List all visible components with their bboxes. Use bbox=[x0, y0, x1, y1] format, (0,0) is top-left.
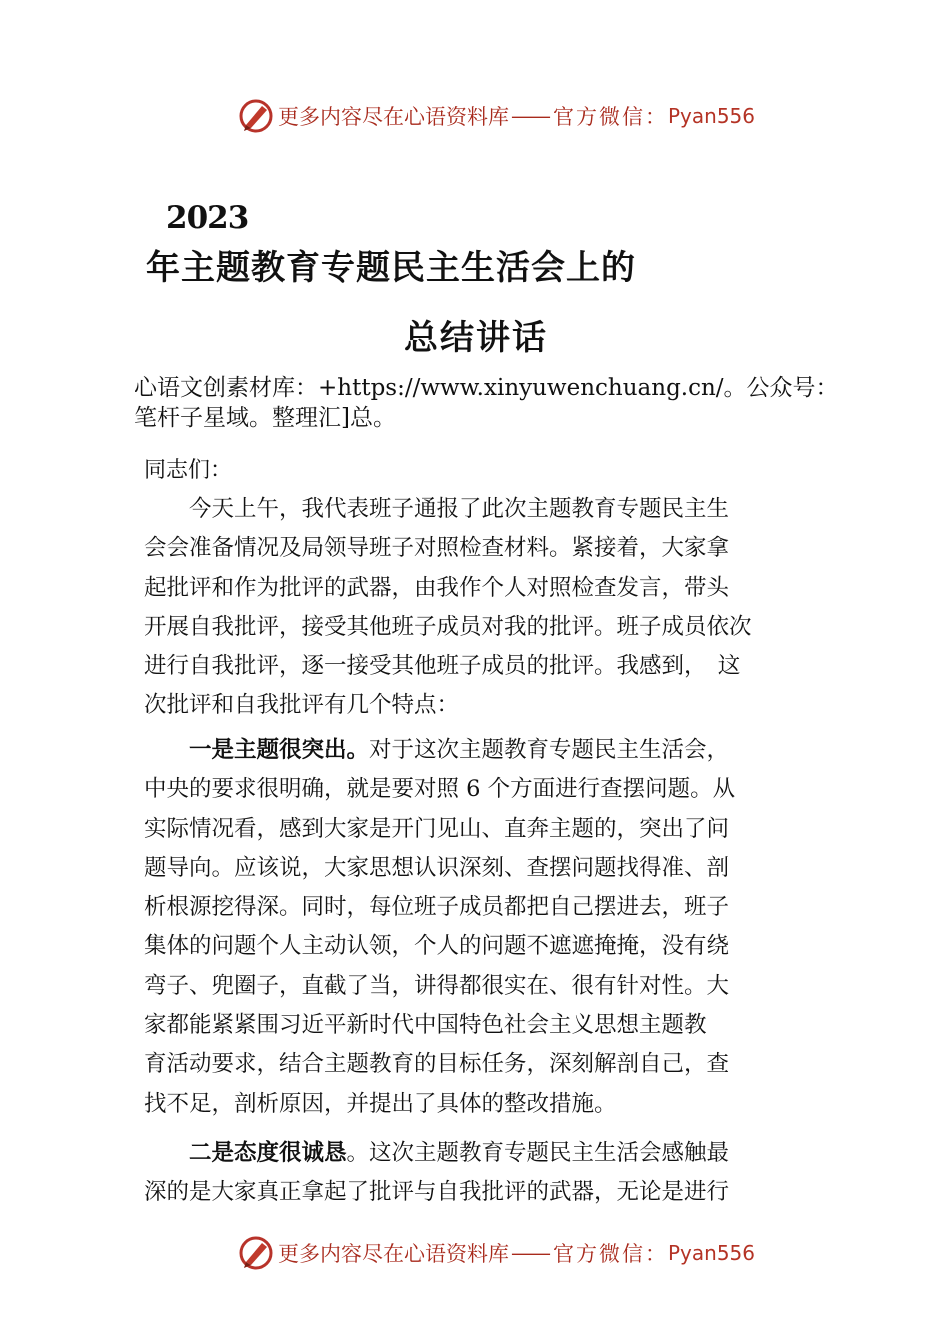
watermark-separator: —— bbox=[511, 104, 549, 128]
text-line bbox=[144, 1134, 824, 1173]
watermark-official-label: 官方微信： bbox=[553, 1242, 668, 1266]
text-segment: 对于这次主题教育专题民主生活会， bbox=[369, 737, 730, 763]
text-line: 中央的要求很明确，就是要对照 6 个方面进行查摆问题。从 bbox=[144, 776, 736, 803]
text-segment: 。这次主题教育专题民主生活会感触最 bbox=[346, 1140, 730, 1166]
watermark-separator: —— bbox=[511, 1241, 549, 1265]
point-two-heading: 二是态度很诚恳 bbox=[189, 1140, 347, 1166]
text-line: 会会准备情况及局领导班子对照检查材料。紧接着，大家拿 bbox=[144, 535, 730, 562]
text-line: 找不足，剖析原因，并提出了具体的整改措施。 bbox=[144, 1090, 617, 1117]
watermark-text: 更多内容尽在心语资料库 bbox=[278, 1242, 509, 1266]
text-line: 题导向。应该说，大家思想认识深刻、查摆问题找得准、剖 bbox=[144, 854, 730, 881]
source-note-line: 心语文创素材库：+https://www.xinyuwenchuang.cn/。公众号： bbox=[134, 375, 839, 401]
watermark-text: 更多内容尽在心语资料库 bbox=[278, 105, 509, 129]
text-line: 开展自我批评，接受其他班子成员对我的批评。班子成员依次 bbox=[144, 613, 752, 640]
text-line: 弯子、兜圈子，直截了当，讲得都很实在、很有针对性。大 bbox=[144, 972, 730, 999]
paragraph-point-two bbox=[144, 1134, 824, 1213]
watermark-wechat-id: Pyan556 bbox=[668, 104, 756, 128]
pen-logo-icon bbox=[238, 1235, 274, 1271]
paragraph-point-one bbox=[144, 731, 824, 1124]
text-line: 家都能紧紧围习近平新时代中国特色社会主义思想主题教 bbox=[144, 1012, 707, 1039]
text-line: 深的是大家真正拿起了批评与自我批评的武器，无论是进行 bbox=[144, 1179, 730, 1206]
page-title: 年主题教育专题民主生活会上的 bbox=[146, 248, 636, 288]
salutation: 同志们： bbox=[144, 458, 233, 483]
watermark-wechat-id: Pyan556 bbox=[668, 1241, 756, 1265]
watermark-banner-top bbox=[238, 94, 758, 138]
point-one-heading: 一是主题很突出。 bbox=[189, 737, 370, 763]
source-note-line: 笔杆子星域。整理汇]总。 bbox=[134, 405, 396, 431]
text-line: 进行自我批评，逐一接受其他班子成员的批评。我感到， 这 bbox=[144, 653, 741, 680]
paragraph-intro bbox=[144, 490, 824, 726]
text-line: 今天上午，我代表班子通报了此次主题教育专题民主生 bbox=[144, 496, 730, 522]
watermark-official-label: 官方微信： bbox=[553, 105, 668, 129]
title-year: 2023 bbox=[166, 200, 249, 236]
watermark-banner-bottom bbox=[238, 1231, 758, 1275]
text-line: 次批评和自我批评有几个特点： bbox=[144, 692, 460, 719]
text-line bbox=[144, 731, 824, 770]
pen-logo-icon bbox=[238, 98, 274, 134]
page-subtitle: 总结讲话 bbox=[404, 318, 548, 358]
text-line: 育活动要求，结合主题教育的目标任务，深刻解剖自己，查 bbox=[144, 1051, 730, 1078]
text-line: 析根源挖得深。同时，每位班子成员都把自己摆进去，班子 bbox=[144, 894, 730, 921]
source-note bbox=[134, 373, 934, 433]
text-line: 起批评和作为批评的武器，由我作个人对照检查发言，带头 bbox=[144, 574, 730, 601]
text-line: 实际情况看，感到大家是开门见山、直奔主题的，突出了问 bbox=[144, 815, 730, 842]
text-line: 集体的问题个人主动认领，个人的问题不遮遮掩掩，没有绕 bbox=[144, 933, 730, 960]
